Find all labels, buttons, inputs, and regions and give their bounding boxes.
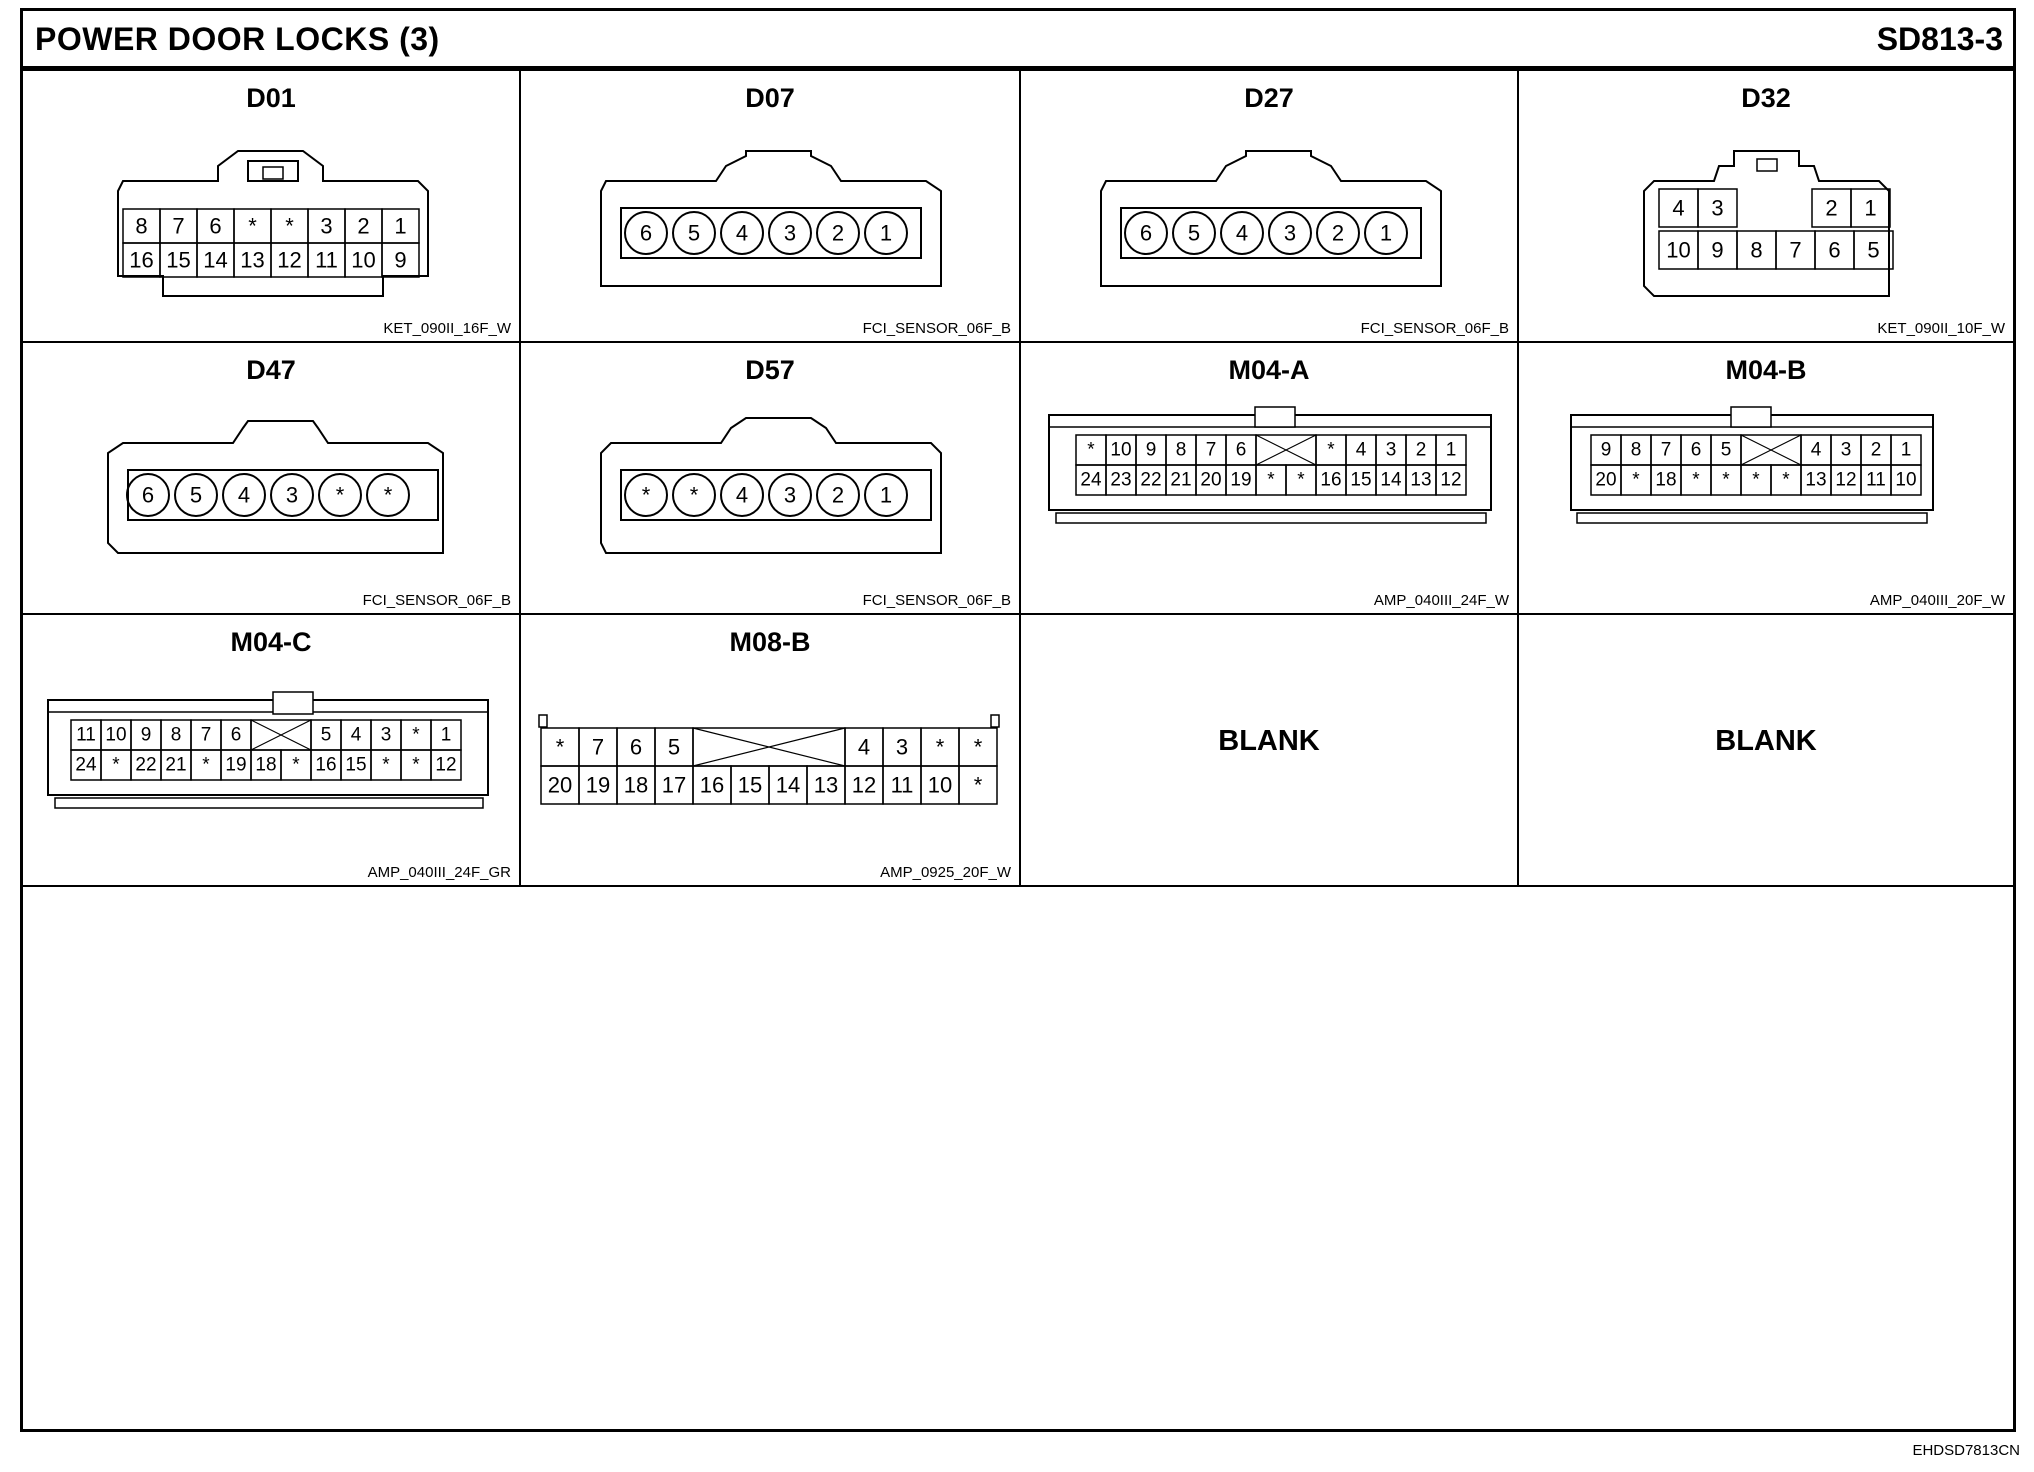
pin-label: 10: [1895, 469, 1917, 491]
pin-label: 20: [1595, 469, 1617, 491]
pin-label: 4: [735, 220, 749, 246]
connector-cell-m08-b: [521, 615, 1021, 887]
connector-part-code: KET_090II_16F_W: [383, 320, 511, 337]
pin-label: 6: [629, 734, 643, 760]
connector-part-code: AMP_040III_20F_W: [1869, 592, 2005, 609]
pin-label: 2: [831, 220, 845, 246]
pin-label: 18: [255, 754, 277, 776]
pin-label: 2: [831, 482, 845, 508]
pin-label: 7: [200, 724, 212, 746]
pin-label: *: [1087, 439, 1095, 461]
pin-label: *: [112, 754, 120, 776]
pin-label: 9: [1600, 439, 1612, 461]
m04a-pin-grid: [1076, 435, 1466, 495]
blank-label: BLANK: [1715, 725, 1817, 757]
pin-label: 8: [1175, 439, 1187, 461]
connector-m04c-diagram: [23, 615, 521, 887]
connector-cell-m04-c: [23, 615, 521, 887]
pin-label: 8: [1750, 237, 1763, 263]
pin-label: 6: [1139, 220, 1153, 246]
pin-label: 3: [1711, 195, 1724, 221]
pin-label: 4: [1235, 220, 1249, 246]
pin-label: 2: [1415, 439, 1427, 461]
pin-label: 18: [1655, 469, 1677, 491]
connector-label: D07: [745, 83, 795, 113]
d27-pin-row: [1125, 212, 1407, 254]
connector-d07-diagram: [521, 71, 1021, 343]
connector-part-code: KET_090II_10F_W: [1877, 320, 2005, 337]
pin-label: 5: [1720, 439, 1732, 461]
pin-label: 16: [1320, 469, 1342, 491]
pin-label: *: [1267, 469, 1275, 491]
pin-label: 12: [1440, 469, 1462, 491]
pin-label: 1: [879, 220, 893, 246]
pin-label: *: [1722, 469, 1730, 491]
pin-label: 4: [237, 482, 251, 508]
pin-label: 18: [623, 772, 649, 798]
pin-label: 7: [172, 213, 185, 239]
connector-d47-diagram: [23, 343, 521, 615]
pin-label: 7: [1205, 439, 1217, 461]
pin-label: 7: [1660, 439, 1672, 461]
pin-label: 15: [1350, 469, 1372, 491]
pin-label: 4: [857, 734, 871, 760]
connector-label: M04-C: [230, 627, 312, 657]
pin-label: 1: [440, 724, 452, 746]
pin-label: 1: [394, 213, 407, 239]
pin-label: *: [292, 754, 300, 776]
connector-m08b-diagram: [521, 615, 1021, 887]
connector-label: M04-B: [1725, 355, 1807, 385]
pin-label: 24: [75, 754, 97, 776]
pin-label: *: [412, 754, 420, 776]
blank-cell: [1021, 615, 1519, 887]
pin-label: 11: [76, 724, 96, 746]
pin-label: 9: [140, 724, 152, 746]
pin-label: *: [335, 482, 345, 508]
d47-pin-row: [127, 474, 409, 516]
pin-label: 20: [1200, 469, 1222, 491]
d32-pin-grid: [1659, 189, 1893, 269]
connector-cell-m04-b: [1519, 343, 2013, 615]
pin-label: 2: [1870, 439, 1882, 461]
connector-part-code: AMP_040III_24F_W: [1373, 592, 1509, 609]
pin-label: 3: [1840, 439, 1852, 461]
pin-label: 1: [879, 482, 893, 508]
pin-label: 12: [435, 754, 457, 776]
document-code: EHDSD7813CN: [1912, 1442, 2020, 1459]
sheet-header: [23, 11, 2013, 71]
pin-label: 7: [1789, 237, 1802, 263]
connector-cell-d01: [23, 71, 521, 343]
pin-label: 21: [1170, 469, 1192, 491]
pin-label: 6: [141, 482, 155, 508]
pin-label: 13: [1805, 469, 1827, 491]
pin-label: 15: [345, 754, 367, 776]
pin-label: 21: [165, 754, 187, 776]
pin-label: *: [1632, 469, 1640, 491]
pin-label: 5: [667, 734, 681, 760]
pin-label: 15: [166, 247, 191, 273]
connector-sheet: [20, 8, 2016, 1432]
blank-cell: [1519, 615, 2013, 887]
pin-label: 5: [1867, 237, 1880, 263]
pin-label: *: [383, 482, 393, 508]
pin-label: 6: [1690, 439, 1702, 461]
pin-label: 2: [357, 213, 370, 239]
pin-label: 5: [320, 724, 332, 746]
pin-label: 11: [890, 772, 914, 798]
pin-label: 24: [1080, 469, 1102, 491]
pin-label: 16: [129, 247, 154, 273]
connector-cell-m04-a: [1021, 343, 1519, 615]
pin-label: *: [1327, 439, 1335, 461]
blank-label: BLANK: [1218, 725, 1320, 757]
connector-part-code: FCI_SENSOR_06F_B: [362, 592, 511, 609]
pin-label: 3: [783, 220, 797, 246]
connector-label: M04-A: [1228, 355, 1310, 385]
pin-label: 10: [1110, 439, 1132, 461]
connector-label: D27: [1244, 83, 1294, 113]
page-title: POWER DOOR LOCKS (3): [35, 21, 440, 57]
pin-label: 15: [737, 772, 763, 798]
pin-label: 22: [135, 754, 157, 776]
pin-label: 1: [1864, 195, 1877, 221]
pin-label: *: [689, 482, 699, 508]
connector-m04b-diagram: [1519, 343, 2013, 615]
pin-label: 2: [1331, 220, 1345, 246]
d07-pin-row: [625, 212, 907, 254]
pin-label: 4: [735, 482, 749, 508]
pin-label: 5: [189, 482, 203, 508]
pin-label: *: [641, 482, 651, 508]
connector-part-code: FCI_SENSOR_06F_B: [862, 320, 1011, 337]
m04b-pin-grid: [1591, 435, 1921, 495]
pin-label: 5: [1187, 220, 1201, 246]
pin-label: 3: [1283, 220, 1297, 246]
m08b-pin-grid: [541, 728, 997, 804]
pin-label: *: [248, 213, 257, 239]
pin-label: 8: [1630, 439, 1642, 461]
pin-label: 10: [105, 724, 127, 746]
pin-label: *: [555, 734, 565, 760]
connector-label: D57: [745, 355, 795, 385]
m04c-pin-grid: [71, 720, 461, 780]
pin-label: 4: [1672, 195, 1685, 221]
connector-label: D32: [1741, 83, 1791, 113]
connector-part-code: AMP_040III_24F_GR: [367, 864, 511, 881]
pin-label: 2: [1825, 195, 1838, 221]
pin-label: *: [285, 213, 294, 239]
pin-label: 16: [315, 754, 337, 776]
pin-label: 4: [1355, 439, 1367, 461]
pin-label: 14: [775, 772, 801, 798]
pin-label: 8: [135, 213, 148, 239]
pin-label: 19: [225, 754, 247, 776]
pin-label: 13: [1410, 469, 1432, 491]
pin-label: 10: [927, 772, 953, 798]
connector-d57-diagram: [521, 343, 1021, 615]
connector-label: D47: [246, 355, 296, 385]
pin-label: 6: [639, 220, 653, 246]
pin-label: 13: [813, 772, 839, 798]
pin-label: 10: [1666, 237, 1691, 263]
pin-label: 19: [585, 772, 611, 798]
pin-label: 3: [320, 213, 333, 239]
pin-label: 9: [1711, 237, 1724, 263]
pin-label: 20: [547, 772, 573, 798]
pin-label: 10: [351, 247, 376, 273]
connector-part-code: FCI_SENSOR_06F_B: [1360, 320, 1509, 337]
pin-label: 5: [687, 220, 701, 246]
pin-label: 4: [350, 724, 362, 746]
pin-label: *: [1752, 469, 1760, 491]
pin-label: 13: [240, 247, 265, 273]
connector-cell-d57: [521, 343, 1021, 615]
connector-cell-d07: [521, 71, 1021, 343]
pin-label: 12: [1835, 469, 1857, 491]
pin-label: 3: [285, 482, 299, 508]
pin-label: 6: [1235, 439, 1247, 461]
pin-label: 6: [209, 213, 222, 239]
sheet-code: SD813-3: [1876, 21, 2003, 57]
pin-label: 1: [1900, 439, 1912, 461]
pin-label: 14: [203, 247, 228, 273]
pin-label: 3: [895, 734, 909, 760]
connector-cell-d47: [23, 343, 521, 615]
pin-label: 6: [230, 724, 242, 746]
pin-label: 6: [1828, 237, 1841, 263]
pin-label: 9: [394, 247, 407, 273]
pin-label: 19: [1230, 469, 1252, 491]
connector-label: D01: [246, 83, 296, 113]
pin-label: 12: [277, 247, 302, 273]
pin-label: *: [973, 734, 983, 760]
connector-cell-d32: [1519, 71, 2013, 343]
connector-d32-diagram: [1519, 71, 2013, 343]
connector-d01-diagram: [23, 71, 521, 343]
pin-label: 14: [1380, 469, 1402, 491]
pin-label: 4: [1810, 439, 1822, 461]
pin-label: 16: [699, 772, 725, 798]
connector-d27-diagram: [1021, 71, 1519, 343]
pin-label: 1: [1445, 439, 1457, 461]
connector-label: M08-B: [729, 627, 811, 657]
pin-label: *: [935, 734, 945, 760]
pin-label: *: [973, 772, 983, 798]
connector-m04a-diagram: [1021, 343, 1519, 615]
pin-label: 3: [1385, 439, 1397, 461]
pin-label: 8: [170, 724, 182, 746]
pin-label: 3: [380, 724, 392, 746]
connector-part-code: FCI_SENSOR_06F_B: [862, 592, 1011, 609]
pin-label: 17: [661, 772, 687, 798]
pin-label: 12: [851, 772, 877, 798]
pin-label: 22: [1140, 469, 1162, 491]
connector-part-code: AMP_0925_20F_W: [880, 864, 1011, 881]
pin-label: *: [1692, 469, 1700, 491]
pin-label: *: [412, 724, 420, 746]
pin-label: 23: [1110, 469, 1132, 491]
connector-cell-d27: [1021, 71, 1519, 343]
pin-label: 7: [591, 734, 605, 760]
pin-label: 11: [315, 247, 338, 273]
d01-pin-grid: [123, 209, 419, 277]
pin-label: *: [1782, 469, 1790, 491]
pin-label: *: [382, 754, 390, 776]
pin-label: 11: [1866, 469, 1886, 491]
pin-label: 3: [783, 482, 797, 508]
pin-label: *: [1297, 469, 1305, 491]
pin-label: *: [202, 754, 210, 776]
pin-label: 1: [1379, 220, 1393, 246]
d57-pin-row: [625, 474, 907, 516]
pin-label: 9: [1145, 439, 1157, 461]
